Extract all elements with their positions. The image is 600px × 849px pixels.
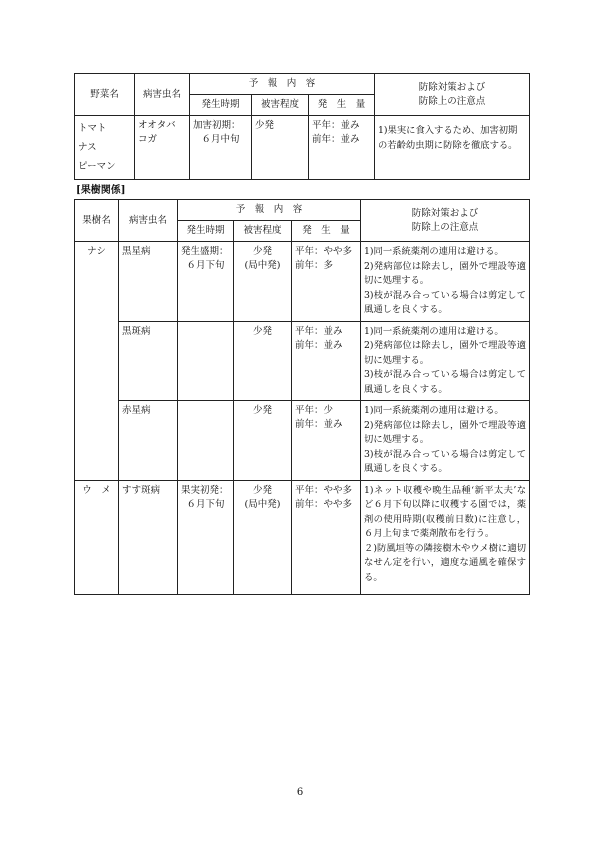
amount-text: 平年：やや多 [295,484,353,496]
damage-header: 被害程度 [252,95,309,116]
pest-cell: 赤星病 [119,401,178,481]
note-line: 2)発病部位は除去し，園外で埋設等適切に処理する。 [364,260,527,286]
timing-text: 加害初期： [193,120,241,131]
amount-header: 発 生 量 [292,221,361,242]
measures-header [375,74,530,116]
table-row [75,401,530,481]
page-number: 6 [296,787,304,798]
damage-cell [234,242,292,322]
damage-cell [252,116,309,180]
fruit-forecast-table [74,199,530,595]
amount-text: 前年：並み [312,134,360,145]
note-line: の若齢幼虫期に防除を徹底する。 [378,139,518,151]
timing-header: 発生時期 [178,221,234,242]
pest-header: 病害虫名 [119,200,178,242]
note-line: 3)枝が混み合っている場合は剪定して風通しを良くする。 [364,289,527,315]
amount-cell [292,480,361,594]
damage-text: (局中発) [244,260,281,271]
table-row [75,480,530,594]
timing-cell [178,401,234,481]
forecast-header: 予 報 内 容 [178,200,361,221]
pest-cell: 黒星病 [119,242,178,322]
damage-text: 少発 [252,325,272,337]
note-line: 2)発病部位は除去し，園外で埋設等適切に処理する。 [364,340,527,366]
vegetable-forecast-table [74,73,530,180]
damage-text: 少発 [252,405,272,416]
note-line: 3)枝が混み合っている場合は剪定して風通しを良くする。 [364,448,527,474]
damage-text: 少発 [255,120,275,131]
note-line: 1)ネット収穫や晩生品種‘新平太夫’など６月下旬以降に収穫する園では，薬剤の使用時期(収穫前日数)に注意し，６月上旬まで薬剤散布を行う。 [364,484,527,539]
measures-header-line: 防除対策および [411,207,479,219]
pest-name: オオタバ [138,120,176,131]
damage-cell [234,480,292,594]
amount-text: 前年：並み [295,339,343,351]
table-row [75,116,530,180]
note-line: ２)防風垣等の隣接樹木やウメ樹に適切なせん定を行い，適度な通風を確保する。 [364,542,527,583]
crop-header: 野菜名 [75,74,135,116]
damage-cell [234,401,292,481]
notes-cell [361,480,530,594]
crop-cell: ウ メ [75,480,119,594]
amount-text: 平年：少 [295,405,334,416]
crop-name: ピーマン [78,161,116,172]
crop-cell [75,116,135,180]
pest-cell [135,116,190,180]
timing-text: 果実初発： [181,484,229,496]
amount-header: 発 生 量 [309,95,375,116]
measures-header-line: 防除上の注意点 [418,95,486,107]
pest-header: 病害虫名 [135,74,190,116]
damage-text: 少発 [252,246,272,257]
table-row [75,242,530,322]
pest-cell: 黒斑病 [119,321,178,401]
table-row [75,321,530,401]
notes-cell [361,321,530,401]
timing-header: 発生時期 [190,95,252,116]
timing-cell [178,321,234,401]
amount-cell [309,116,375,180]
section-title: [果樹関係] [76,185,126,196]
timing-cell [190,116,252,180]
amount-text: 前年：やや多 [295,498,353,510]
amount-cell [292,242,361,322]
measures-header-line: 防除対策および [418,81,486,93]
timing-text: ６月中旬 [201,134,240,145]
damage-text: (局中発) [244,498,281,510]
amount-text: 前年：多 [295,260,334,271]
amount-text: 平年：やや多 [295,246,353,257]
notes-cell [361,401,530,481]
notes-cell [375,116,530,180]
pest-cell: すす斑病 [119,480,178,594]
forecast-header: 予 報 内 容 [190,74,375,95]
crop-header: 果樹名 [75,200,119,242]
amount-cell [292,321,361,401]
crop-name: ナス [78,142,97,153]
amount-text: 平年：並み [312,120,360,131]
measures-header [361,200,530,242]
note-line: 1)同一系統薬剤の連用は避ける。 [364,246,504,257]
timing-text: ６月下旬 [186,260,225,271]
note-line: 1)同一系統薬剤の連用は避ける。 [364,325,504,337]
timing-cell [178,242,234,322]
note-line: 2)発病部位は除去し，園外で埋設等適切に処理する。 [364,419,527,445]
measures-header-line: 防除上の注意点 [411,221,479,233]
amount-cell [292,401,361,481]
note-line: 1)果実に食入するため、加害初期 [378,125,518,136]
pest-name: コガ [138,134,158,145]
crop-cell: ナシ [75,242,119,481]
damage-cell [234,321,292,401]
crop-name: トマト [78,123,107,134]
amount-text: 平年：並み [295,325,343,337]
timing-text: ６月下旬 [186,498,225,510]
damage-header: 被害程度 [234,221,292,242]
damage-text: 少発 [252,484,272,496]
note-line: 3)枝が混み合っている場合は剪定して風通しを良くする。 [364,369,527,395]
timing-cell [178,480,234,594]
amount-text: 前年：並み [295,419,343,430]
notes-cell [361,242,530,322]
timing-text: 発生盛期： [181,246,229,257]
note-line: 1)同一系統薬剤の連用は避ける。 [364,405,504,416]
